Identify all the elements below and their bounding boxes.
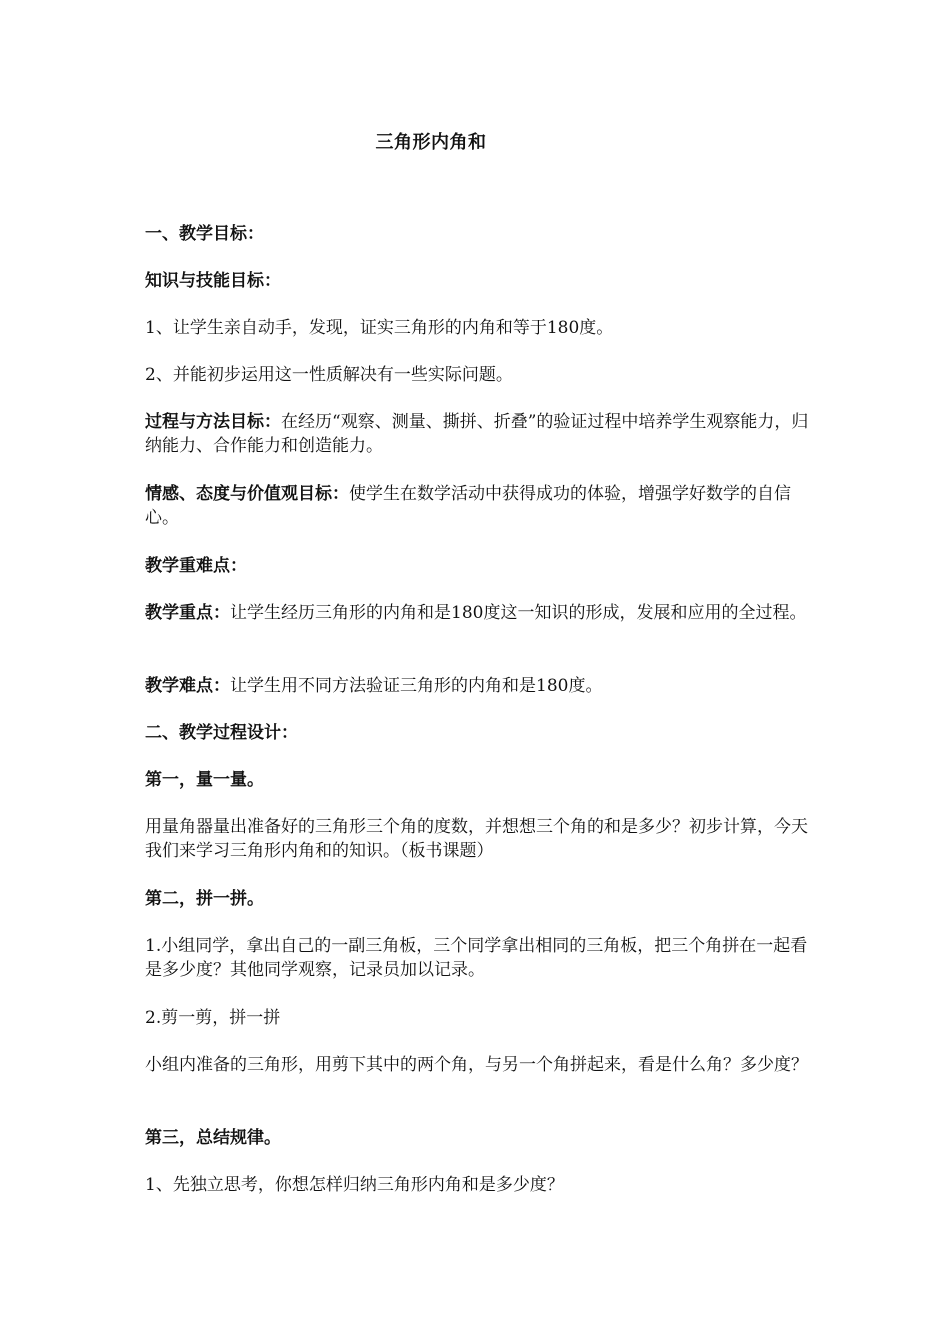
process-method-text: 在经历“观察、测量、撕拼、折叠”的验证过程中培养学生观察能力，归纳能力、合作能力和创造能力。 [145, 412, 809, 456]
step2-heading: 第二，拼一拼。 [145, 889, 264, 909]
step1-text: 用量角器量出准备好的三角形三个角的度数，并想想三个角的和是多少？初步计算，今天我们来学习三角形内角和的知识。（板书课题） [145, 817, 808, 861]
knowledge-item-2: 2、并能初步运用这一性质解决有一些实际问题。 [145, 365, 513, 385]
emotion-attitude-label: 情感、态度与价值观目标： [145, 484, 349, 504]
step1-heading: 第一，量一量。 [145, 770, 264, 790]
difficult-point-paragraph [145, 674, 810, 698]
knowledge-item-1: 1、让学生亲自动手，发现，证实三角形的内角和等于180度。 [145, 318, 614, 338]
key-point-text: 让学生经历三角形的内角和是180度这一知识的形成，发展和应用的全过程。 [230, 603, 807, 623]
key-point-label: 教学重点： [145, 603, 230, 623]
knowledge-skills-heading: 知识与技能目标： [145, 271, 281, 291]
difficult-point-text: 让学生用不同方法验证三角形的内角和是180度。 [230, 676, 603, 696]
step2-item-1: 1.小组同学，拿出自己的一副三角板，三个同学拿出相同的三角板，把三个角拼在一起看是多少度？其他同学观察，记录员加以记录。 [145, 936, 808, 980]
key-point-paragraph [145, 601, 810, 625]
process-method-label: 过程与方法目标： [145, 412, 281, 432]
emotion-attitude-paragraph [145, 482, 810, 530]
document-title: 三角形内角和 [375, 132, 487, 153]
difficult-point-label: 教学难点： [145, 676, 230, 696]
key-difficult-heading: 教学重难点： [145, 556, 247, 576]
section-heading-process: 二、教学过程设计： [145, 723, 298, 743]
step3-heading: 第三，总结规律。 [145, 1128, 281, 1148]
emotion-attitude-text: 使学生在数学活动中获得成功的体验，增强学好数学的自信心。 [145, 484, 791, 528]
process-method-paragraph [145, 410, 810, 458]
step3-item-1: 1、先独立思考，你想怎样归纳三角形内角和是多少度？ [145, 1175, 564, 1195]
step2-item-2: 2.剪一剪，拼一拼 [145, 1008, 281, 1028]
step2-text: 小组内准备的三角形，用剪下其中的两个角，与另一个角拼起来，看是什么角？多少度？ [145, 1055, 808, 1075]
section-heading-objectives: 一、教学目标： [145, 224, 264, 244]
